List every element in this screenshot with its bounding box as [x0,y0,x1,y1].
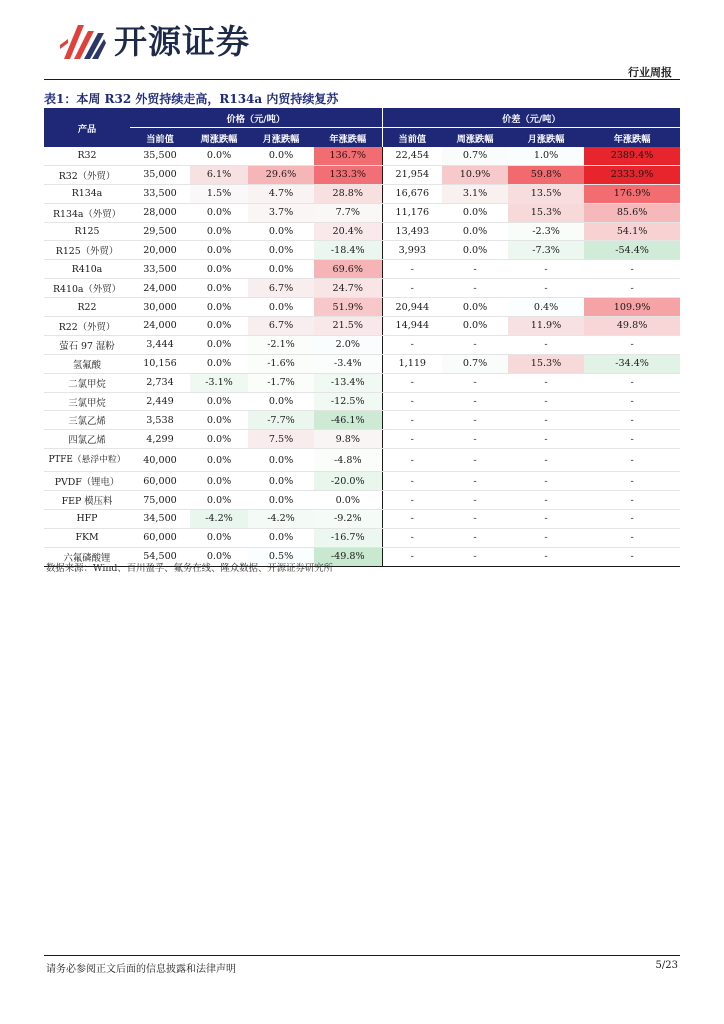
table-row [44,241,680,260]
change-cell: 0.0% [442,298,508,317]
change-cell: - [442,260,508,279]
change-cell: 7.5% [248,430,314,449]
change-cell: - [442,279,508,298]
price-group-header: 价格（元/吨） [130,108,382,128]
table-row [44,335,680,354]
change-cell: - [508,392,584,411]
table-row [44,449,680,472]
spread-cell: 13,493 [382,222,442,241]
change-cell: -1.6% [248,354,314,373]
spread-cell: - [382,472,442,491]
spread-cell: - [382,449,442,472]
change-cell: -7.7% [248,411,314,430]
spread-cell: - [382,392,442,411]
change-cell: 0.0% [248,491,314,510]
change-cell: - [584,373,680,392]
table-row [44,354,680,373]
change-cell: -2.1% [248,335,314,354]
change-cell: 21.5% [314,317,382,336]
change-cell: 7.7% [314,203,382,222]
change-cell: 133.3% [314,165,382,184]
change-cell: - [442,392,508,411]
table-row [44,373,680,392]
change-cell: - [508,547,584,566]
change-cell: 0.0% [190,298,248,317]
change-cell: - [508,260,584,279]
change-cell: 0.0% [190,430,248,449]
change-cell: - [508,335,584,354]
change-cell: - [584,411,680,430]
product-name-cell: R22 [44,298,130,317]
change-cell: 0.0% [248,147,314,165]
change-cell: 49.8% [584,317,680,336]
change-cell: - [584,279,680,298]
price-cell: 35,000 [130,165,190,184]
spread-cell: - [382,491,442,510]
change-cell: - [442,528,508,547]
product-name-cell: HFP [44,510,130,529]
change-cell: 13.5% [508,184,584,203]
change-cell: 0.0% [248,449,314,472]
spread-cell: 3,993 [382,241,442,260]
change-cell: 0.0% [190,203,248,222]
change-cell: - [584,491,680,510]
table-row [44,147,680,165]
change-cell: -13.4% [314,373,382,392]
spread-cell: 22,454 [382,147,442,165]
logo [58,22,250,62]
spread-cell: - [382,547,442,566]
change-cell: 2389.4% [584,147,680,165]
table-row [44,184,680,203]
change-cell: 0.0% [248,392,314,411]
change-cell: -46.1% [314,411,382,430]
table-row [44,392,680,411]
change-cell: 3.7% [248,203,314,222]
change-cell: 0.0% [248,472,314,491]
change-cell: -2.3% [508,222,584,241]
change-cell: -4.2% [190,510,248,529]
change-cell: - [442,373,508,392]
price-cell: 30,000 [130,298,190,317]
col-header: 年涨跌幅 [584,128,680,148]
change-cell: 0.0% [314,491,382,510]
change-cell: 0.0% [190,260,248,279]
change-cell: 10.9% [442,165,508,184]
price-cell: 33,500 [130,184,190,203]
change-cell: -20.0% [314,472,382,491]
change-cell: -3.4% [314,354,382,373]
change-cell: 0.0% [442,241,508,260]
change-cell: 0.0% [248,298,314,317]
table-row [44,298,680,317]
change-cell: - [508,472,584,491]
change-cell: - [584,430,680,449]
table-row [44,279,680,298]
change-cell: 0.0% [190,335,248,354]
change-cell: 0.0% [442,203,508,222]
change-cell: 0.0% [248,222,314,241]
product-name-cell: 六氟磷酸锂 [44,547,130,566]
change-cell: 59.8% [508,165,584,184]
spread-cell: 21,954 [382,165,442,184]
price-cell: 34,500 [130,510,190,529]
change-cell: 51.9% [314,298,382,317]
change-cell: - [442,449,508,472]
product-name-cell: FKM [44,528,130,547]
change-cell: -18.4% [314,241,382,260]
spread-cell: - [382,260,442,279]
change-cell: 20.4% [314,222,382,241]
product-name-cell: 萤石 97 湿粉 [44,335,130,354]
change-cell: 0.7% [442,147,508,165]
data-source-note: 数据来源：Wind、百川盈孚、氟务在线、隆众数据、开源证券研究所 [46,563,334,574]
price-cell: 54,500 [130,547,190,566]
change-cell: 0.0% [190,241,248,260]
change-cell: - [442,411,508,430]
change-cell: 6.7% [248,317,314,336]
change-cell: 0.0% [248,241,314,260]
change-cell: 136.7% [314,147,382,165]
spread-cell: - [382,430,442,449]
price-cell: 28,000 [130,203,190,222]
price-cell: 2,449 [130,392,190,411]
change-cell: 29.6% [248,165,314,184]
price-cell: 60,000 [130,528,190,547]
change-cell: 6.7% [248,279,314,298]
spread-cell: - [382,528,442,547]
change-cell: - [508,430,584,449]
price-cell: 29,500 [130,222,190,241]
product-name-cell: R125 [44,222,130,241]
change-cell: - [508,279,584,298]
change-cell: 54.1% [584,222,680,241]
change-cell: - [508,510,584,529]
change-cell: 1.5% [190,184,248,203]
spread-cell: - [382,411,442,430]
change-cell: 109.9% [584,298,680,317]
change-cell: 15.3% [508,354,584,373]
product-name-cell: 氢氟酸 [44,354,130,373]
change-cell: - [584,528,680,547]
footer-divider [44,955,680,956]
change-cell: -7.3% [508,241,584,260]
spread-cell: - [382,335,442,354]
change-cell: 9.8% [314,430,382,449]
price-cell: 2,734 [130,373,190,392]
price-cell: 75,000 [130,491,190,510]
table-title: 表1：本周 R32 外贸持续走高，R134a 内贸持续复苏 [44,92,339,106]
change-cell: 69.6% [314,260,382,279]
report-type-tag: 行业周报 [628,66,672,79]
table-row [44,165,680,184]
table-row [44,528,680,547]
change-cell: 176.9% [584,184,680,203]
change-cell: 2.0% [314,335,382,354]
spread-cell: 11,176 [382,203,442,222]
price-cell: 4,299 [130,430,190,449]
change-cell: - [584,472,680,491]
change-cell: 1.0% [508,147,584,165]
product-name-cell: R134a（外贸） [44,203,130,222]
change-cell: - [442,430,508,449]
change-cell: 11.9% [508,317,584,336]
product-name-cell: R32（外贸） [44,165,130,184]
spread-group-header: 价差（元/吨） [382,108,680,128]
change-cell: 0.0% [442,317,508,336]
spread-cell: - [382,373,442,392]
product-name-cell: R22（外贸） [44,317,130,336]
change-cell: -9.2% [314,510,382,529]
table-row [44,260,680,279]
change-cell: 0.7% [442,354,508,373]
change-cell: 2333.9% [584,165,680,184]
product-name-cell: 三氯甲烷 [44,392,130,411]
price-cell: 10,156 [130,354,190,373]
product-name-cell: FEP 模压料 [44,491,130,510]
spread-cell: 16,676 [382,184,442,203]
change-cell: 0.0% [190,354,248,373]
footer-disclaimer: 请务必参阅正文后面的信息披露和法律声明 [46,964,236,975]
col-header: 当前值 [382,128,442,148]
change-cell: -3.1% [190,373,248,392]
product-name-cell: R410a [44,260,130,279]
col-header: 年涨跌幅 [314,128,382,148]
table-row [44,222,680,241]
change-cell: - [584,392,680,411]
change-cell: 0.0% [190,392,248,411]
table-row [44,430,680,449]
change-cell: - [508,528,584,547]
spread-cell: - [382,510,442,529]
logo-text: 开源证券 [114,22,250,61]
page-number: 5/23 [655,960,678,971]
change-cell: -4.2% [248,510,314,529]
change-cell: - [584,260,680,279]
change-cell: 0.0% [190,528,248,547]
price-cell: 3,538 [130,411,190,430]
price-cell: 35,500 [130,147,190,165]
price-cell: 33,500 [130,260,190,279]
table-row [44,510,680,529]
change-cell: -49.8% [314,547,382,566]
change-cell: 0.0% [190,449,248,472]
change-cell: - [442,491,508,510]
change-cell: -1.7% [248,373,314,392]
table-row [44,472,680,491]
product-name-cell: R134a [44,184,130,203]
spread-cell: 1,119 [382,354,442,373]
change-cell: - [508,373,584,392]
product-name-cell: PTFE（悬浮中粒） [44,449,130,472]
change-cell: 0.0% [190,411,248,430]
product-header: 产品 [44,108,130,147]
change-cell: -16.7% [314,528,382,547]
price-cell: 40,000 [130,449,190,472]
change-cell: - [442,472,508,491]
price-cell: 3,444 [130,335,190,354]
change-cell: - [442,547,508,566]
change-cell: -12.5% [314,392,382,411]
change-cell: - [584,510,680,529]
change-cell: 85.6% [584,203,680,222]
change-cell: 0.0% [442,222,508,241]
change-cell: 0.0% [248,528,314,547]
product-name-cell: PVDF（锂电） [44,472,130,491]
price-cell: 24,000 [130,317,190,336]
change-cell: 0.0% [248,260,314,279]
logo-mark-icon [58,23,108,61]
change-cell: - [508,491,584,510]
change-cell: -34.4% [584,354,680,373]
change-cell: 0.0% [190,472,248,491]
change-cell: 4.7% [248,184,314,203]
change-cell: 0.0% [190,279,248,298]
product-name-cell: 三氯乙烯 [44,411,130,430]
spread-cell: 14,944 [382,317,442,336]
spread-cell: 20,944 [382,298,442,317]
product-name-cell: 二氯甲烷 [44,373,130,392]
change-cell: 0.0% [190,547,248,566]
change-cell: -54.4% [584,241,680,260]
product-name-cell: 四氯乙烯 [44,430,130,449]
change-cell: 15.3% [508,203,584,222]
table-row [44,491,680,510]
table-row [44,317,680,336]
product-name-cell: R410a（外贸） [44,279,130,298]
col-header: 月涨跌幅 [248,128,314,148]
change-cell: - [584,449,680,472]
change-cell: 0.0% [190,222,248,241]
product-name-cell: R32 [44,147,130,165]
change-cell: 0.0% [190,147,248,165]
change-cell: 0.4% [508,298,584,317]
change-cell: 0.5% [248,547,314,566]
header-divider [44,79,680,80]
col-header: 周涨跌幅 [190,128,248,148]
table-row [44,411,680,430]
table-row [44,203,680,222]
change-cell: 3.1% [442,184,508,203]
col-header: 月涨跌幅 [508,128,584,148]
price-cell: 24,000 [130,279,190,298]
price-cell: 20,000 [130,241,190,260]
product-name-cell: R125（外贸） [44,241,130,260]
change-cell: - [508,411,584,430]
change-cell: - [584,547,680,566]
change-cell: - [442,335,508,354]
change-cell: - [584,335,680,354]
change-cell: - [442,510,508,529]
table-body [44,147,680,566]
col-header: 周涨跌幅 [442,128,508,148]
col-header: 当前值 [130,128,190,148]
change-cell: -4.8% [314,449,382,472]
price-cell: 60,000 [130,472,190,491]
change-cell: 6.1% [190,165,248,184]
change-cell: 0.0% [190,317,248,336]
change-cell: 28.8% [314,184,382,203]
fluorochemical-price-table [44,108,680,567]
change-cell: 0.0% [190,491,248,510]
change-cell: - [508,449,584,472]
change-cell: 24.7% [314,279,382,298]
spread-cell: - [382,279,442,298]
